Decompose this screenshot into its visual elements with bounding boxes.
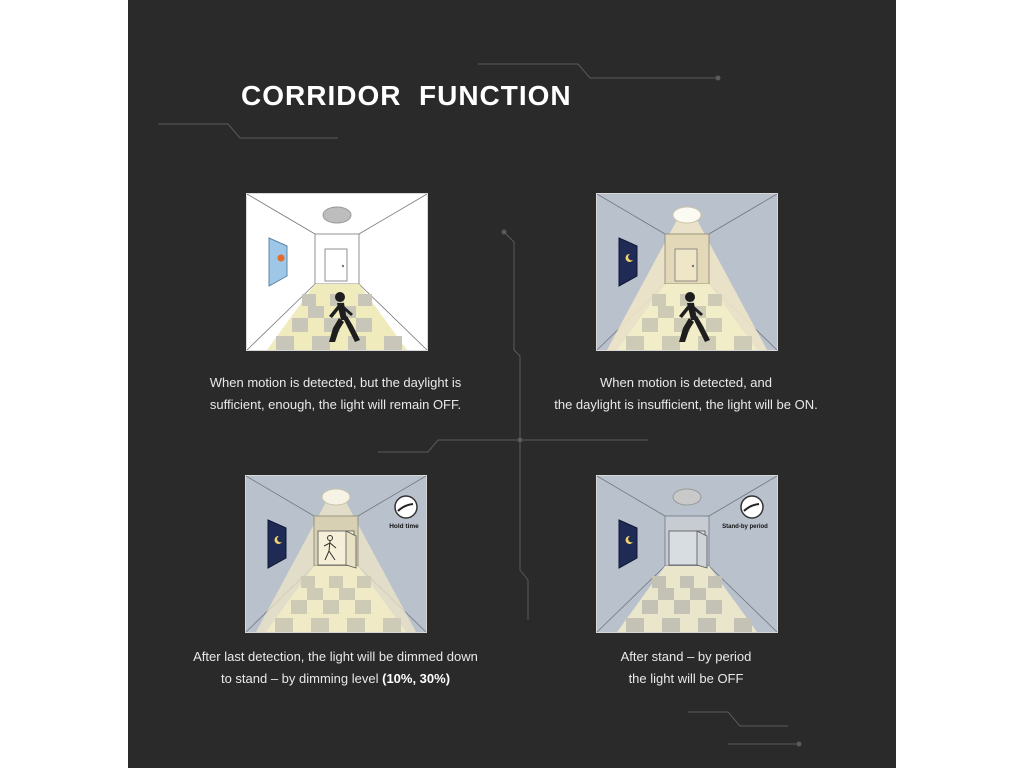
caption-stand-by <box>508 646 864 690</box>
exit-door-icon <box>669 531 707 568</box>
ceiling-light-icon <box>322 489 350 505</box>
door-icon <box>675 249 697 281</box>
timer-icon <box>741 496 763 518</box>
caption-line: When motion is detected, but the daylight is <box>209 375 462 390</box>
caption-line: the light will be OFF <box>628 671 744 686</box>
ceiling-light-icon <box>323 207 351 223</box>
ceiling-light-icon <box>673 489 701 505</box>
caption-daylight-motion <box>158 372 513 416</box>
door-icon <box>325 249 347 281</box>
caption-line: After last detection, the light will be dimmed down <box>193 649 478 664</box>
ceiling-light-icon <box>673 207 701 223</box>
caption-line: sufficient, enough, the light will remain OFF. <box>209 397 462 412</box>
caption-hold-time <box>158 646 513 690</box>
illustration-hold-time <box>245 475 427 633</box>
corridor-function-panel <box>128 0 896 768</box>
caption-line <box>158 668 513 690</box>
caption-line: the daylight is insufficient, the light will be ON. <box>554 397 818 412</box>
caption-line: After stand – by period <box>620 649 752 664</box>
timer-label: Stand-by period <box>722 524 768 530</box>
timer-icon <box>395 496 417 518</box>
illustration-stand-by <box>596 475 778 633</box>
exit-door-icon <box>318 531 356 568</box>
illustration-daylight-motion <box>246 193 428 351</box>
caption-night-motion <box>508 372 864 416</box>
dimming-level-value: (10%, 30%) <box>382 671 451 686</box>
page-title: CORRIDOR FUNCTION <box>241 80 572 111</box>
timer-label: Hold time <box>389 523 419 530</box>
caption-text: to stand – by dimming level <box>220 671 383 686</box>
illustration-night-motion <box>596 193 778 351</box>
caption-line: When motion is detected, and <box>600 375 772 390</box>
